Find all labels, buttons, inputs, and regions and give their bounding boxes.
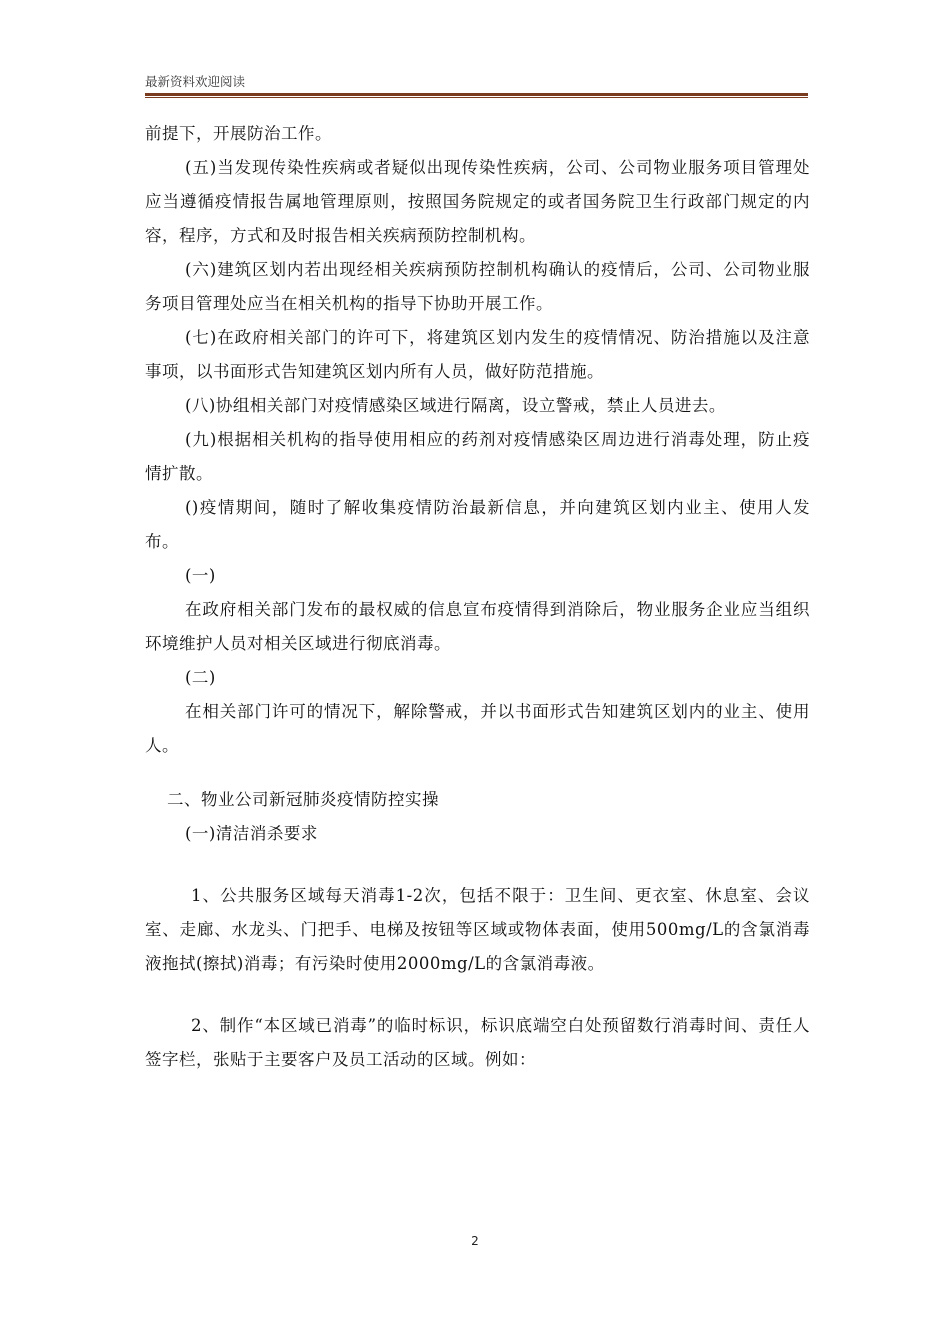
paragraph-lift-cordon: 在相关部门许可的情况下，解除警戒，并以书面形式告知建筑区划内的业主、使用人。: [145, 702, 810, 755]
paragraph-item-7: (七)在政府相关部门的许可下，将建筑区划内发生的疫情情况、防治措施以及注意事项，以书面形式告知建筑区划内所有人员，做好防范措施。: [145, 328, 810, 381]
section-heading-2: 二、物业公司新冠肺炎疫情防控实操: [167, 790, 439, 809]
spacer: [145, 763, 810, 783]
header-rule-thick: [145, 93, 808, 96]
paragraph-disinfection: 在政府相关部门发布的最权威的信息宣布疫情得到消除后，物业服务企业应当组织环境维护人员对相关区域进行彻底消毒。: [145, 600, 810, 653]
subheading-two: (二): [185, 668, 216, 687]
subheading-one: (一): [185, 566, 216, 585]
paragraph-item-10: ()疫情期间，随时了解收集疫情防治最新信息，并向建筑区划内业主、使用人发布。: [145, 498, 810, 551]
paragraph-item-6: (六)建筑区划内若出现经相关疾病预防控制机构确认的疫情后，公司、公司物业服务项目管理处应当在相关机构的指导下协助开展工作。: [145, 260, 810, 313]
paragraph-item-8: (八)协组相关部门对疫情感染区域进行隔离，设立警戒，禁止人员进去。: [185, 396, 726, 415]
page-body: [145, 117, 810, 1077]
spacer: [145, 851, 810, 879]
header-rule-thin: [145, 97, 808, 98]
paragraph-disinfected-signage: 2、制作“本区域已消毒”的临时标识，标识底端空白处预留数行消毒时间、责任人签字栏，张贴于主要客户及员工活动的区域。例如：: [145, 1016, 810, 1069]
running-header: 最新资料欢迎阅读: [145, 74, 246, 89]
paragraph-public-area-disinfection: 1、公共服务区域每天消毒1-2次，包括不限于：卫生间、更衣室、休息室、会议室、走廊、水龙头、门把手、电梯及按钮等区域或物体表面，使用500mg/L的含氯消毒液拖拭(擦拭)消毒；有污染时使用2000mg/L的含氯消毒液。: [145, 886, 810, 973]
subsection-heading-cleaning: (一)清洁消杀要求: [185, 824, 318, 843]
paragraph-item-9: (九)根据相关机构的指导使用相应的药剂对疫情感染区周边进行消毒处理，防止疫情扩散。: [145, 430, 810, 483]
spacer: [145, 981, 810, 1009]
paragraph-continuation: 前提下，开展防治工作。: [145, 124, 332, 143]
page-number: 2: [471, 1234, 479, 1248]
paragraph-item-5: (五)当发现传染性疾病或者疑似出现传染性疾病，公司、公司物业服务项目管理处应当遵循疫情报告属地管理原则，按照国务院规定的或者国务院卫生行政部门规定的内容，程序，方式和及时报告相关疾病预防控制机构。: [145, 158, 810, 245]
